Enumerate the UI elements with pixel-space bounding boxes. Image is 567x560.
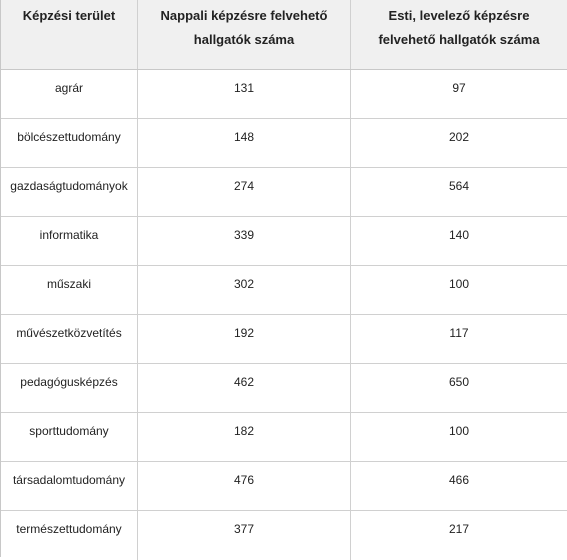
cell-daytime-count: 182 xyxy=(138,413,351,461)
cell-training-area: sporttudomány xyxy=(1,413,138,461)
cell-training-area: pedagógusképzés xyxy=(1,364,138,412)
cell-training-area: informatika xyxy=(1,217,138,265)
cell-evening-count: 100 xyxy=(448,277,470,291)
header-daytime-capacity xyxy=(138,0,351,69)
header-training-area-line1: Képzési terület xyxy=(22,8,116,23)
table-row xyxy=(1,168,567,217)
header-evening-capacity xyxy=(351,0,567,69)
cell-training-area: agrár xyxy=(1,70,138,118)
table-header xyxy=(1,0,567,70)
table-row xyxy=(1,217,567,266)
cell-daytime-count: 476 xyxy=(138,462,351,510)
table-row xyxy=(1,462,567,511)
cell-daytime-count: 302 xyxy=(138,266,351,314)
cell-evening-count: 97 xyxy=(452,81,466,95)
cell-evening-count: 564 xyxy=(448,179,470,193)
cell-daytime-count: 192 xyxy=(138,315,351,363)
cell-evening-count: 100 xyxy=(448,424,470,438)
header-daytime-capacity-line2: hallgatók száma xyxy=(193,32,295,47)
cell-training-area: művészetközvetítés xyxy=(1,315,138,363)
table-row xyxy=(1,119,567,168)
header-daytime-capacity-line1: Nappali képzésre felvehető xyxy=(160,8,328,23)
cell-evening-count: 202 xyxy=(448,130,470,144)
table-row xyxy=(1,70,567,119)
cell-training-area: társadalomtudomány xyxy=(1,462,138,510)
cell-evening-count: 140 xyxy=(448,228,470,242)
cell-training-area: természettudomány xyxy=(1,511,138,560)
table-row xyxy=(1,413,567,462)
cell-training-area: műszaki xyxy=(1,266,138,314)
cell-daytime-count: 274 xyxy=(138,168,351,216)
cell-training-area: bölcészettudomány xyxy=(1,119,138,167)
header-evening-capacity-line2: felvehető hallgatók száma xyxy=(378,32,540,47)
cell-evening-count: 217 xyxy=(448,522,470,536)
cell-evening-count: 117 xyxy=(449,326,469,340)
cell-training-area: gazdaságtudományok xyxy=(1,168,138,216)
table-row xyxy=(1,266,567,315)
table-row xyxy=(1,315,567,364)
table-row xyxy=(1,364,567,413)
cell-daytime-count: 131 xyxy=(138,70,351,118)
cell-daytime-count: 462 xyxy=(138,364,351,412)
cell-daytime-count: 377 xyxy=(138,511,351,560)
cell-evening-count: 466 xyxy=(448,473,470,487)
cell-daytime-count: 339 xyxy=(138,217,351,265)
table-row xyxy=(1,511,567,560)
cell-evening-count: 650 xyxy=(448,375,470,389)
header-evening-capacity-line1: Esti, levelező képzésre xyxy=(388,8,530,23)
cell-daytime-count: 148 xyxy=(138,119,351,167)
header-training-area xyxy=(1,0,138,69)
